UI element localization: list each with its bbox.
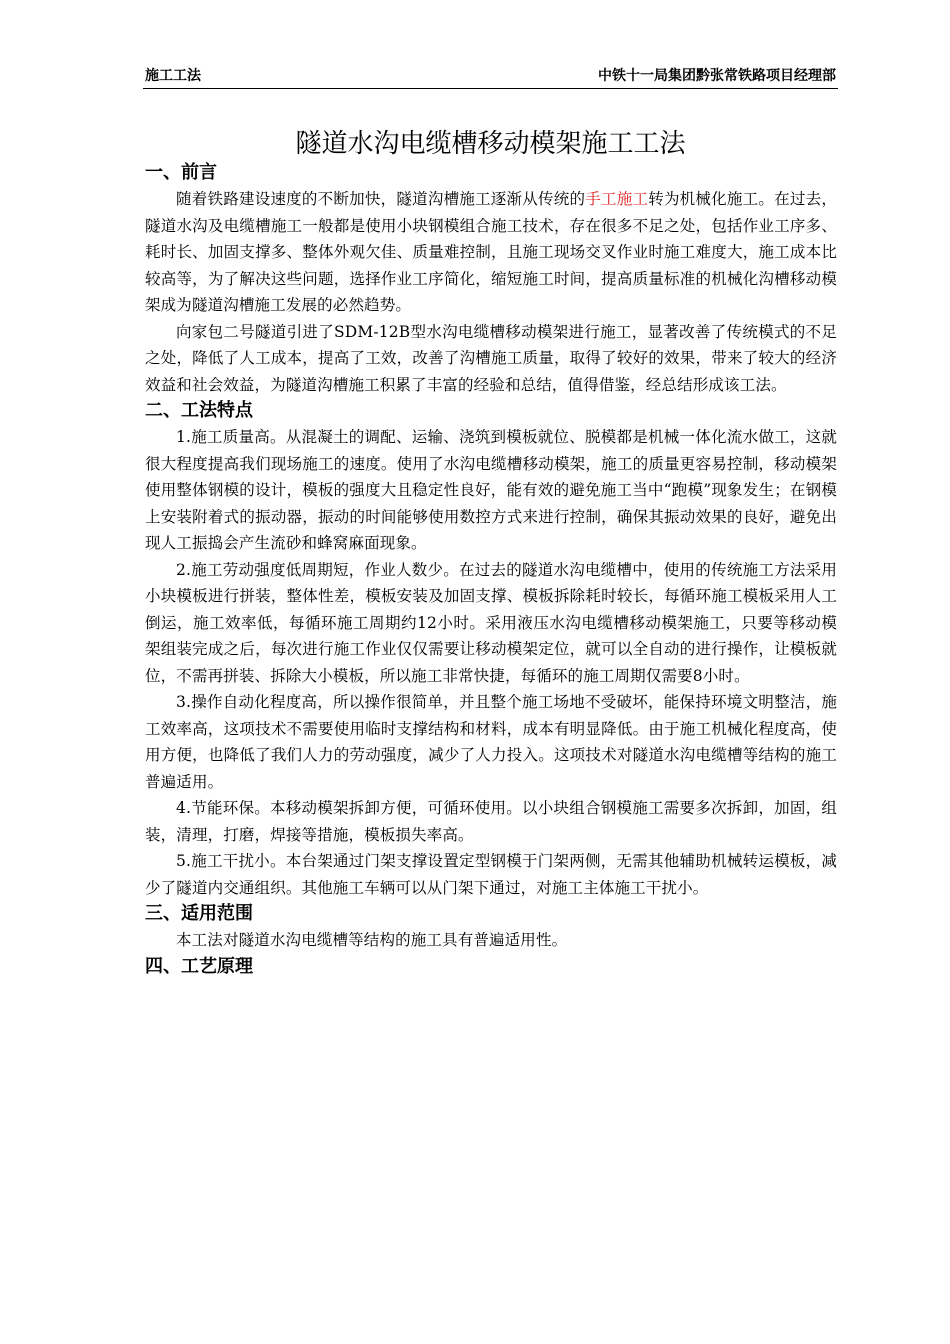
header-left-text: 施工工法	[145, 68, 201, 84]
document-title: 隧道水沟电缆槽移动模架施工工法	[295, 129, 686, 159]
paragraph: 向家包二号隧道引进了SDM-12B型水沟电缆槽移动模架进行施工，显著改善了传统模式的不足之处，降低了人工成本，提高了工效，改善了沟槽施工质量，取得了较好的效果，带来了较大的经济效益和社会效益，为隧道沟槽施工积累了丰富的经验和总结，值得借鉴，经总结形成该工法。	[145, 322, 837, 394]
section-heading-principle: 四、工艺原理	[145, 955, 253, 977]
paragraph-text: 转为机械化施工。在过去，隧道水沟及电缆槽施工一般都是使用小块钢模组合施工技术，存在很多不足之处，包括作业工序多、耗时长、加固支撑多、整体外观欠佳、质量难控制，且施工现场交叉作业时施工难度大，施工成本比较高等，为了解决这些问题，选择作业工序简化，缩短施工时间，提高质量标准的机械化沟槽移动模架成为隧道沟槽施工发展的必然趋势。	[145, 190, 837, 314]
paragraph	[145, 186, 837, 319]
header-right-text: 中铁十一局集团黔张常铁路项目经理部	[598, 68, 836, 84]
section-heading-preface: 一、前言	[145, 162, 217, 183]
document-body	[145, 160, 837, 980]
highlighted-text: 手工施工	[585, 190, 649, 208]
paragraph: 1.施工质量高。从混凝土的调配、运输、浇筑到模板就位、脱模都是机械一体化流水做工，这就很大程度提高我们现场施工的速度。使用了水沟电缆槽移动模架，施工的质量更容易控制，移动模架使用整体钢模的设计，模板的强度大且稳定性良好，能有效的避免施工当中“跑模”现象发生；在钢模上安装附着式的振动器，振动的时间能够使用数控方式来进行控制，确保其振动效果的良好，避免出现人工振捣会产生流砂和蜂窝麻面现象。	[145, 428, 837, 552]
paragraph: 4.节能环保。本移动模架拆卸方便，可循环使用。以小块组合钢模施工需要多次拆卸，加固，组装，清理，打磨，焊接等措施，模板损失率高。	[145, 799, 837, 844]
paragraph: 2.施工劳动强度低周期短，作业人数少。在过去的隧道水沟电缆槽中，使用的传统施工方法采用小块模板进行拼装，整体性差，模板安装及加固支撑、模板拆除耗时较长，每循环施工模板采用人工倒运，施工效率低，每循环施工周期约12小时。采用液压水沟电缆槽移动模架施工，只要等移动模架组装完成之后，每次进行施工作业仅仅需要让移动模架定位，就可以全自动的进行操作，让模板就位，不需再拼装、拆除大小模板，所以施工非常快捷，每循环的施工周期仅需要8小时。	[145, 560, 837, 685]
section-heading-features: 二、工法特点	[145, 400, 253, 421]
paragraph-text: 随着铁路建设速度的不断加快，隧道沟槽施工逐渐从传统的	[176, 190, 586, 208]
paragraph: 3.操作自动化程度高，所以操作很简单，并且整个施工场地不受破坏，能保持环境文明整洁，施工效率高，这项技术不需要使用临时支撑结构和材料，成本有明显降低。由于施工机械化程度高，使用方便，也降低了我们人力的劳动强度，减少了人力投入。这项技术对隧道水沟电缆槽等结构的施工普遍适用。	[145, 693, 837, 791]
paragraph: 本工法对隧道水沟电缆槽等结构的施工具有普遍适用性。	[176, 931, 568, 949]
paragraph: 5.施工干扰小。本台架通过门架支撑设置定型钢模于门架两侧，无需其他辅助机械转运模板，减少了隧道内交通组织。其他施工车辆可以从门架下通过，对施工主体施工干扰小。	[145, 852, 837, 897]
page-header	[143, 66, 838, 89]
section-heading-scope: 三、适用范围	[145, 903, 253, 924]
